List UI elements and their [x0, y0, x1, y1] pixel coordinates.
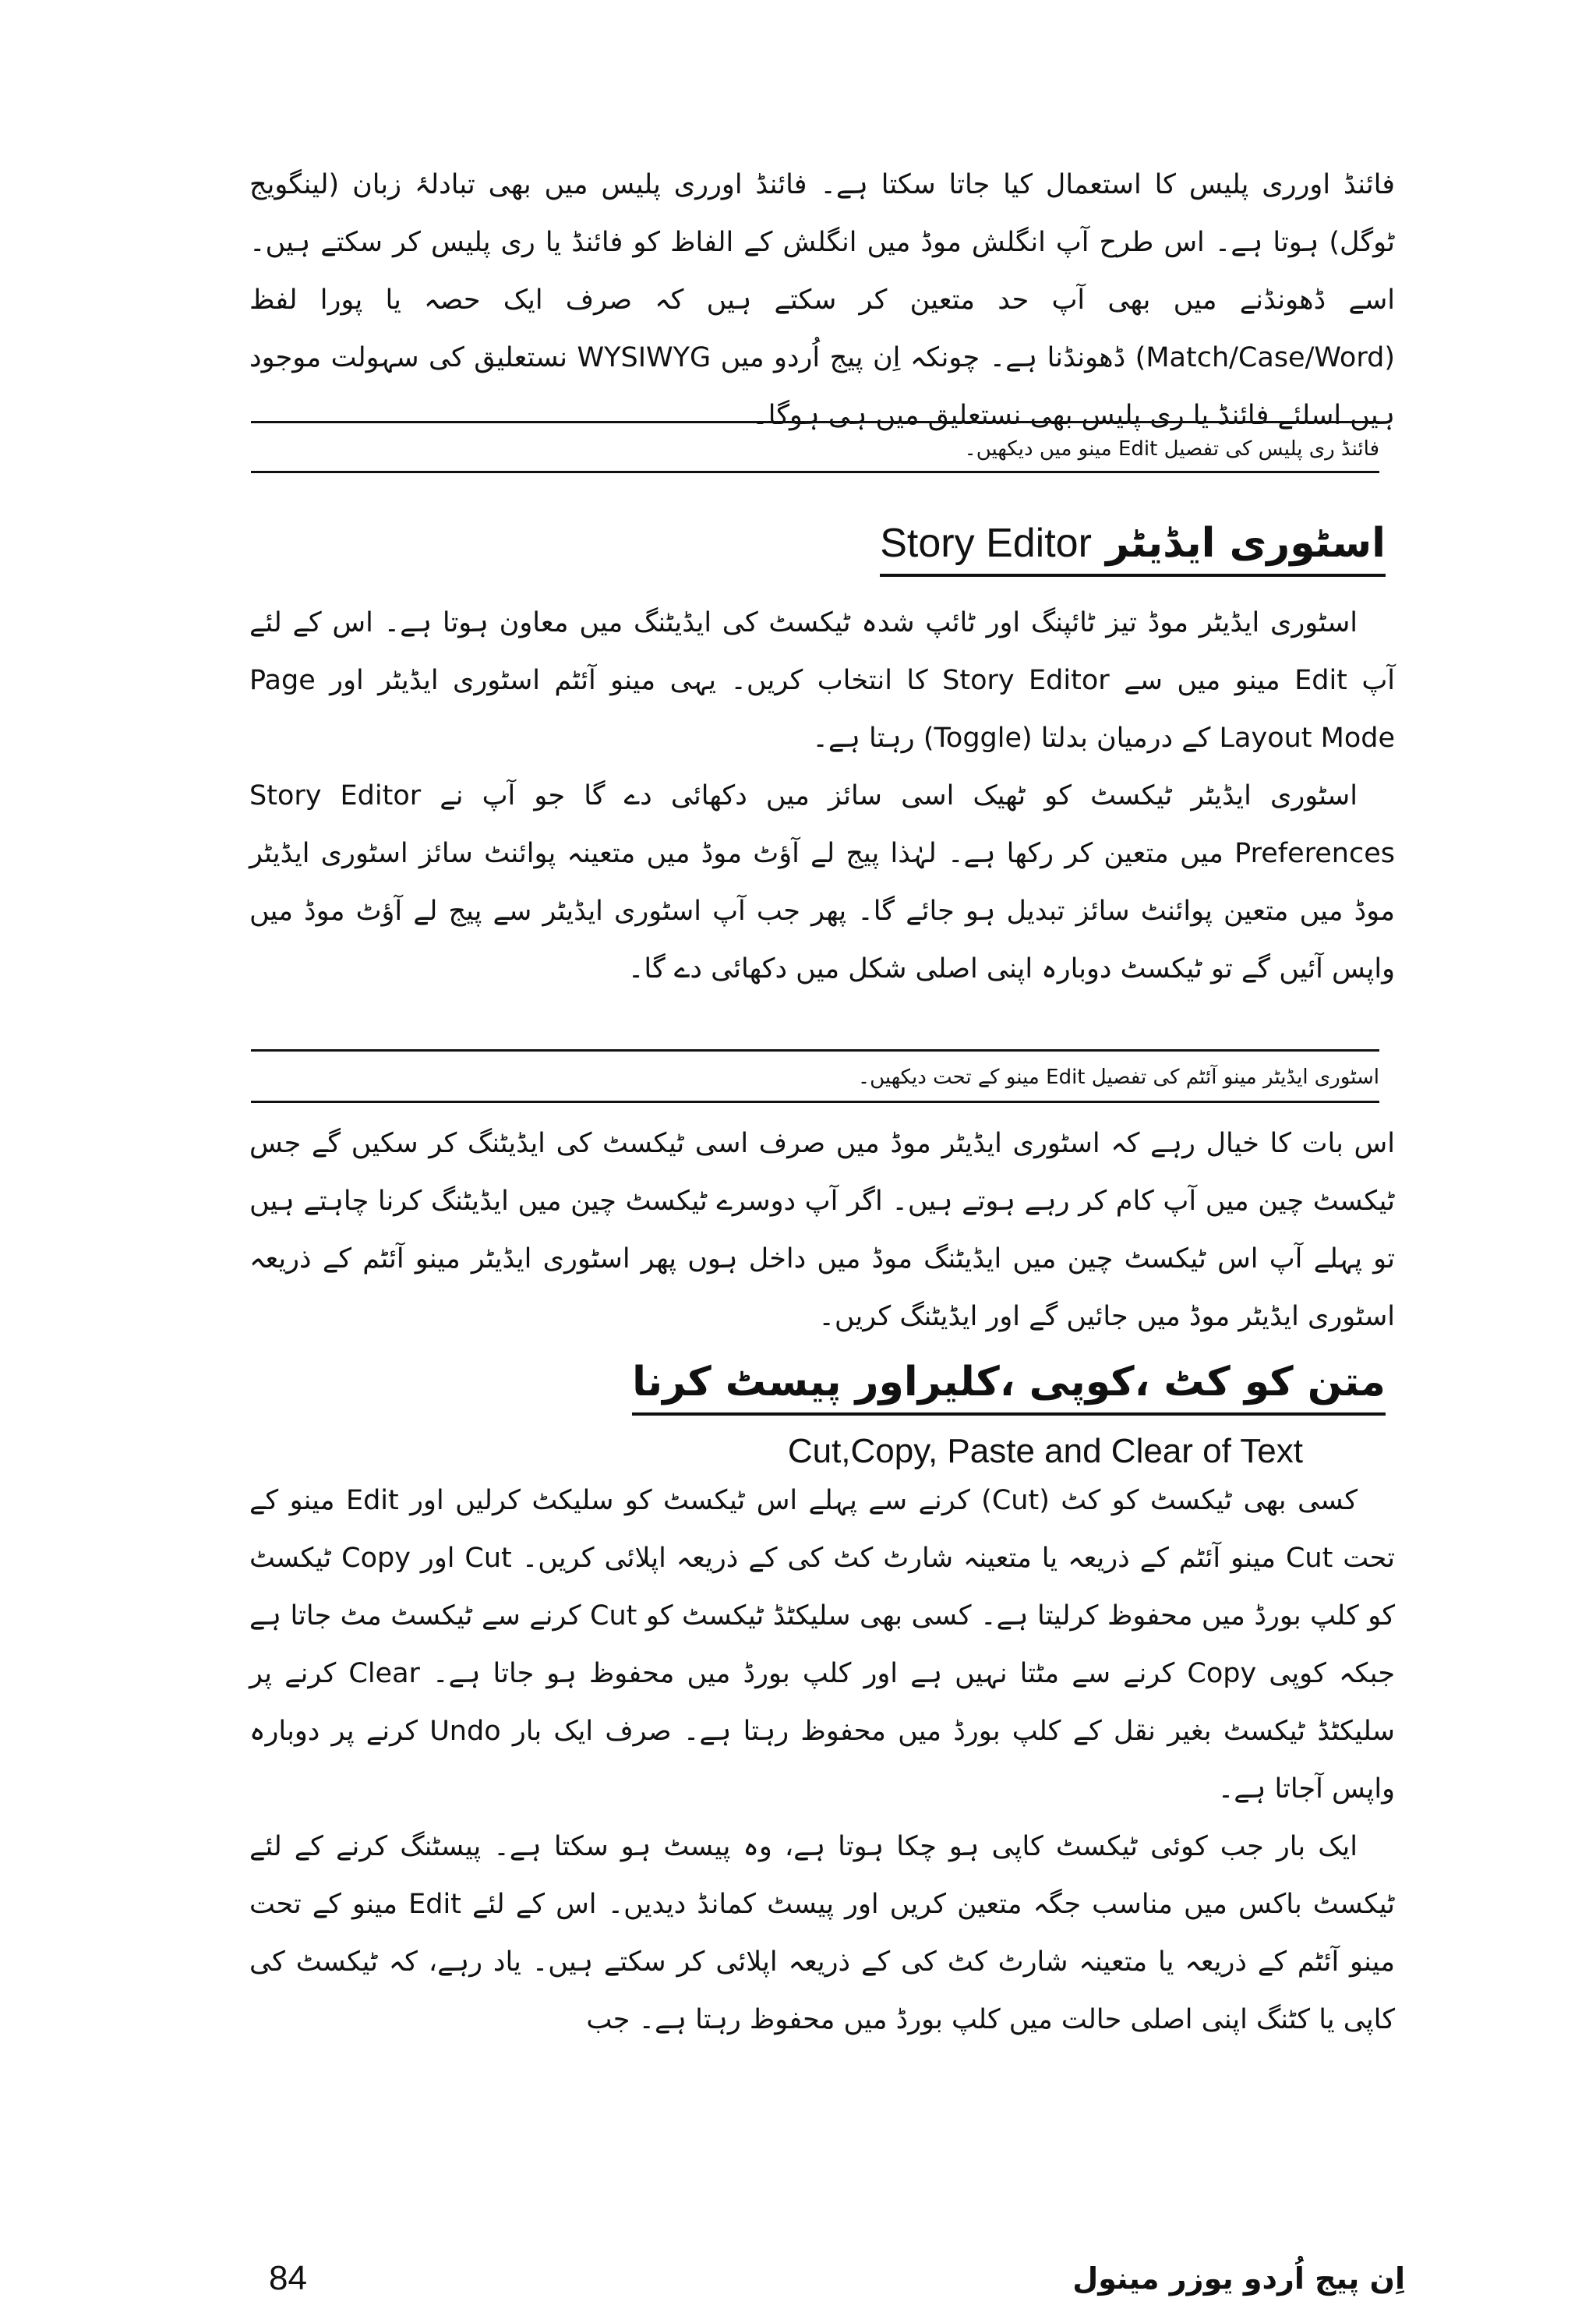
- intro-paragraph-block: [249, 156, 1395, 444]
- footer-title: اِن پیج اُردو یوزر مینول: [1072, 2261, 1405, 2296]
- story-editor-note: اسٹوری ایڈیٹر مینو آئٹم کی تفصیل Edit مینو کے تحت دیکھیں۔: [857, 1066, 1379, 1089]
- note2-rule-top: [251, 1049, 1379, 1052]
- cut-copy-paragraph-block: [249, 1472, 1395, 2049]
- note-rule-top: [251, 421, 1379, 423]
- story-editor-paragraph-2: اسٹوری ایڈیٹر ٹیکسٹ کو ٹھیک اسی سائز میں دکھائی دے گا جو آپ نے Story Editor Preferences میں متعین کر رکھا ہے۔ لہٰذا پیج لے آؤٹ موڈ میں متعینہ پوائنٹ سائز اسٹوری ایڈیٹر موڈ میں متعین پوائنٹ سائز تبدیل ہو جائے گا۔ پھر جب آپ اسٹوری ایڈیٹر سے پیج لے آؤٹ موڈ میں واپس آئیں گے تو ٹیکسٹ دوبارہ اپنی اصلی شکل میں دکھائی دے گا۔: [249, 780, 1395, 985]
- story-editor-heading-urdu: اسٹوری ایڈیٹر: [1106, 520, 1386, 567]
- cut-copy-paragraph-2: ایک بار جب کوئی ٹیکسٹ کاپی ہو چکا ہوتا ہے، وہ پیسٹ ہو سکتا ہے۔ پیسٹنگ کرنے کے لئے ٹیکسٹ باکس میں مناسب جگہ متعین کریں اور پیسٹ کمانڈ دیدیں۔ اس کے لئے Edit مینو کے تحت مینو آئٹم کے ذریعہ یا متعینہ شارٹ کٹ کی کے ذریعہ اپلائی کر سکتے ہیں۔ یاد رہے، کہ ٹیکسٹ کی کاپی یا کٹنگ اپنی اصلی حالت میں کلپ بورڈ میں محفوظ رہتا ہے۔ جب: [249, 1831, 1395, 2035]
- cut-copy-heading: متن کو کٹ ،کوپی ،کلیراور پیسٹ کرنا: [632, 1355, 1386, 1416]
- find-replace-note: فائنڈ ری پلیس کی تفصیل Edit مینو میں دیکھیں۔: [964, 437, 1379, 461]
- story-editor-paragraph-1: اسٹوری ایڈیٹر موڈ تیز ٹائپنگ اور ٹائپ شدہ ٹیکسٹ کی ایڈیٹنگ میں معاون ہوتا ہے۔ اس کے لئے آپ Edit مینو میں سے Story Editor کا انتخاب کریں۔ یہی مینو آئٹم اسٹوری ایڈیٹر اور Page Layout Mode کے درمیان بدلتا (Toggle) رہتا ہے۔: [249, 607, 1395, 754]
- find-replace-paragraph: فائنڈ اورری پلیس کا استعمال کیا جاتا سکتا ہے۔ فائنڈ اورری پلیس میں بھی تبادلۂ زبان (لینگویج ٹوگل) ہوتا ہے۔ اس طرح آپ انگلش موڈ میں انگلش کے الفاظ کو فائنڈ یا ری پلیس کر سکتے ہیں۔ اسے ڈھونڈنے میں بھی آپ حد متعین کر سکتے ہیں کہ صرف ایک حصہ یا پورا لفظ (Match/Case/Word) ڈھونڈنا ہے۔ چونکہ اِن پیج اُردو میں WYSIWYG نستعلیق کی سہولت موجود ہیں اسلئے فائنڈ یا ری پلیس بھی نستعلیق میں ہی ہوگا۔: [249, 169, 1395, 431]
- note2-rule-bottom: [251, 1101, 1379, 1103]
- story-editor-paragraph-block: [249, 594, 1395, 998]
- story-editor-heading-latin: Story Editor: [880, 521, 1092, 566]
- text-chain-paragraph: اس بات کا خیال رہے کہ اسٹوری ایڈیٹر موڈ میں صرف اسی ٹیکسٹ کی ایڈیٹنگ کر سکیں گے جس ٹیکسٹ چین میں آپ کام کر رہے ہوتے ہیں۔ اگر آپ دوسرے ٹیکسٹ چین میں ایڈیٹنگ کرنا چاہتے ہیں تو پہلے آپ اس ٹیکسٹ چین میں ایڈیٹنگ موڈ میں داخل ہوں پھر اسٹوری ایڈیٹر مینو آئٹم کے ذریعہ اسٹوری ایڈیٹر موڈ میں جائیں گے اور ایڈیٹنگ کریں۔: [249, 1128, 1395, 1332]
- page-number: 84: [269, 2259, 307, 2297]
- text-chain-paragraph-block: [249, 1115, 1395, 1345]
- cut-copy-subheading: Cut,Copy, Paste and Clear of Text: [787, 1432, 1303, 1470]
- note-rule-bottom: [251, 471, 1379, 473]
- story-editor-heading: [880, 516, 1386, 577]
- cut-copy-paragraph-1: کسی بھی ٹیکسٹ کو کٹ (Cut) کرنے سے پہلے اس ٹیکسٹ کو سلیکٹ کرلیں اور Edit مینو کے تحت Cut مینو آئٹم کے ذریعہ یا متعینہ شارٹ کٹ کی کے ذریعہ اپلائی کریں۔ Cut اور Copy ٹیکسٹ کو کلپ بورڈ میں محفوظ کرلیتا ہے۔ کسی بھی سلیکٹڈ ٹیکسٹ کو Cut کرنے سے ٹیکسٹ مٹ جاتا ہے جبکہ کوپی Copy کرنے سے مٹتا نہیں ہے اور کلپ بورڈ میں محفوظ ہو جاتا ہے۔ Clear کرنے پر سلیکٹڈ ٹیکسٹ بغیر نقل کے کلپ بورڈ میں محفوظ رہتا ہے۔ صرف ایک بار Undo کرنے پر دوبارہ واپس آجاتا ہے۔: [249, 1485, 1395, 1805]
